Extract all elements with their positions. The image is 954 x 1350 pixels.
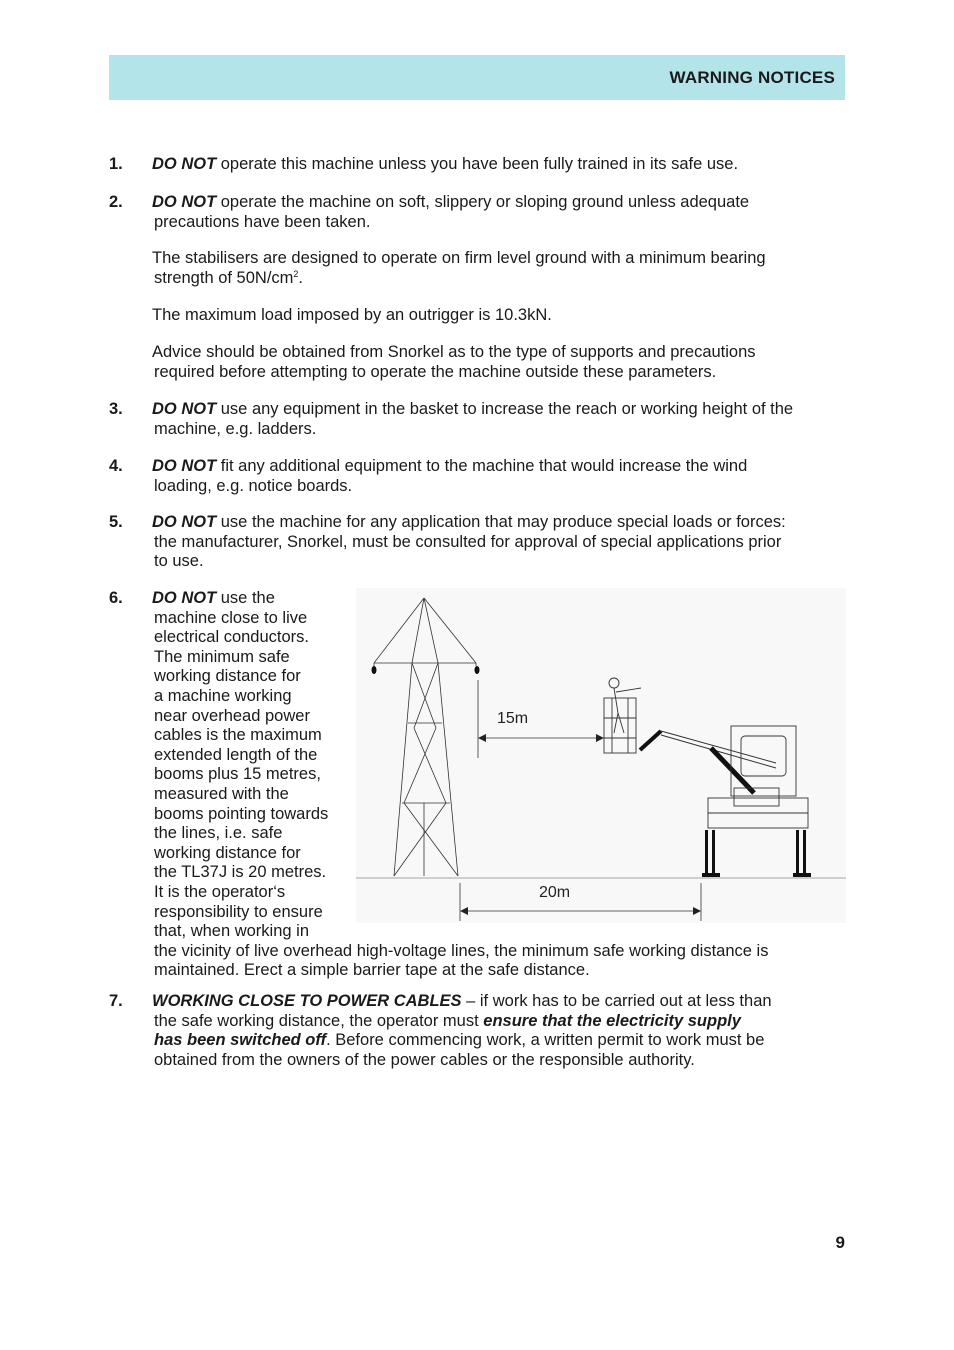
- notice-item-4: [109, 457, 849, 496]
- arrow-right-icon: [596, 734, 604, 742]
- item-text-line: a machine working: [154, 686, 292, 705]
- item-number: 2.: [109, 193, 123, 211]
- label-15m: 15m: [497, 710, 529, 727]
- item-text-line: It is the operator‘s: [154, 882, 286, 901]
- item-text-line: electrical conductors.: [154, 628, 309, 647]
- item-text-line: The minimum safe: [154, 647, 290, 666]
- pylon-icon: [374, 598, 476, 876]
- item-text-line: responsibility to ensure: [154, 902, 323, 921]
- item-text-line: the TL37J is 20 metres.: [154, 863, 327, 882]
- item-lead: DO NOT: [152, 513, 217, 531]
- item-text-line: working distance for: [154, 667, 301, 686]
- notice-item-7: [109, 992, 849, 1070]
- arrow-left-icon: [478, 734, 486, 742]
- item-number: 5.: [109, 513, 123, 531]
- item-text-line: extended length of the: [154, 745, 318, 764]
- item-emphasis: ensure that the electricity supply: [483, 1011, 741, 1030]
- item-text-line: cables is the maximum: [154, 726, 322, 745]
- item-text: operate this machine unless you have been fully trained in its safe use.: [216, 155, 739, 173]
- item-text-line3: to use.: [154, 552, 204, 571]
- item-text: use the machine for any application that may produce special loads or forces:: [216, 513, 786, 531]
- page-title: WARNING NOTICES: [669, 68, 835, 87]
- item-text-line: that, when working in: [154, 922, 310, 941]
- item-text: use any equipment in the basket to increase the reach or working height of the: [216, 400, 794, 418]
- item-lead: DO NOT: [152, 155, 217, 173]
- machine-icon: [708, 726, 808, 828]
- item-text-line: near overhead power: [154, 706, 310, 725]
- paragraph-line: required before attempting to operate the machine outside these parameters.: [154, 362, 717, 381]
- safe-distance-diagram: [356, 588, 846, 923]
- item-text: use the: [216, 589, 275, 607]
- item-number: 7.: [109, 992, 123, 1010]
- item-lead: WORKING CLOSE TO POWER CABLES: [152, 992, 462, 1010]
- notice-item-1: [109, 155, 849, 175]
- paragraph-line: strength of 50N/cm: [154, 268, 294, 287]
- stabiliser-paragraph: [152, 249, 842, 288]
- arrow-left-icon: [460, 907, 468, 915]
- item-number: 3.: [109, 400, 123, 418]
- boom-icon: [640, 731, 776, 793]
- item-text: operate the machine on soft, slippery or sloping ground unless adequate: [216, 193, 750, 211]
- item-lead: DO NOT: [152, 400, 217, 418]
- paragraph-line: Advice should be obtained from Snorkel as to the type of supports and precautions: [152, 343, 756, 361]
- page-number: 9: [835, 1233, 845, 1252]
- item-text-line: machine close to live: [154, 608, 308, 627]
- outrigger-icon: [702, 830, 811, 877]
- label-20m: 20m: [539, 884, 571, 901]
- diagram-svg: [356, 588, 846, 923]
- paragraph-line: The stabilisers are designed to operate on firm level ground with a minimum bearing: [152, 249, 766, 267]
- paragraph-line: The maximum load imposed by an outrigger is 10.3kN.: [152, 306, 552, 324]
- item-text-line2: precautions have been taken.: [154, 212, 371, 231]
- arrow-right-icon: [693, 907, 701, 915]
- insulator-left-icon: [372, 666, 377, 674]
- basket-icon: [604, 698, 636, 753]
- item-number: 4.: [109, 457, 123, 475]
- superscript: 2: [293, 268, 299, 279]
- insulator-right-icon: [475, 666, 480, 674]
- item-number: 1.: [109, 155, 123, 173]
- outrigger-load-paragraph: [152, 306, 842, 326]
- item-text-line: working distance for: [154, 843, 301, 862]
- item-text-line: obtained from the owners of the power cables or the responsible authority.: [154, 1050, 695, 1069]
- header-bar: [109, 55, 845, 100]
- item-lead: DO NOT: [152, 193, 217, 211]
- item-text-line: the vicinity of live overhead high-voltage lines, the minimum safe working distance is: [154, 941, 769, 960]
- paragraph-punct: .: [298, 268, 304, 287]
- item-text-line: booms pointing towards: [154, 804, 329, 823]
- item-text: the safe working distance, the operator must: [154, 1011, 484, 1030]
- notice-item-5: [109, 513, 849, 572]
- item-number: 6.: [109, 589, 123, 607]
- item-text-line2: the manufacturer, Snorkel, must be consulted for approval of special applications prior: [154, 532, 782, 551]
- item-text: fit any additional equipment to the machine that would increase the wind: [216, 457, 748, 475]
- item-text: – if work has to be carried out at less than: [461, 992, 772, 1010]
- item-lead: DO NOT: [152, 457, 217, 475]
- item-text-line: maintained. Erect a simple barrier tape at the safe distance.: [154, 961, 590, 980]
- advice-paragraph: [152, 343, 842, 382]
- item-lead: DO NOT: [152, 589, 217, 607]
- item-text-line2: loading, e.g. notice boards.: [154, 476, 353, 495]
- notice-item-3: [109, 400, 849, 439]
- notice-item-2: [109, 193, 849, 232]
- item-text: . Before commencing work, a written permit to work must be: [326, 1031, 765, 1050]
- item-text-line: measured with the: [154, 784, 289, 803]
- item-text-line: booms plus 15 metres,: [154, 765, 321, 784]
- item-text-line: the lines, i.e. safe: [154, 824, 283, 843]
- item-emphasis: has been switched off: [154, 1031, 327, 1050]
- item-text-line2: machine, e.g. ladders.: [154, 419, 317, 438]
